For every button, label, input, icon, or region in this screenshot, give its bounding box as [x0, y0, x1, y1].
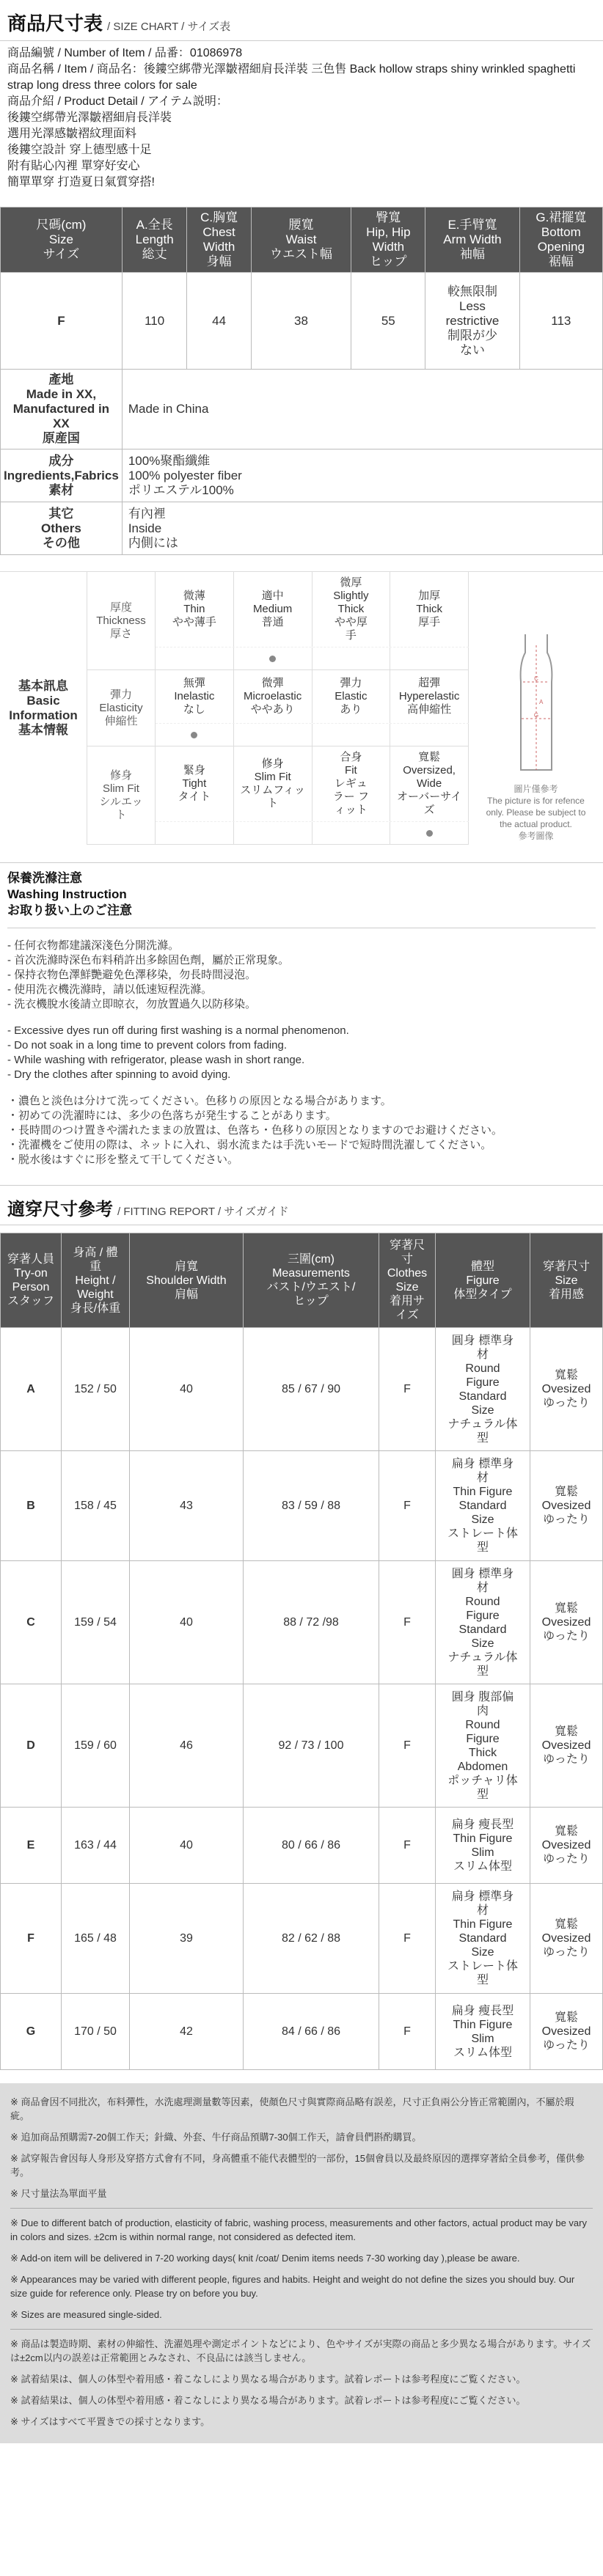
- size-chart-header: [0, 0, 603, 41]
- washing-instructions: [0, 862, 603, 1175]
- fit-option: 修身 Slim Fit スリムフィッ ト: [234, 746, 313, 821]
- bottom-opening-header: G.裙擺寬 Bottom Opening 裾幅: [519, 208, 602, 273]
- fit-label: 修身 Slim Fit シルエッ ト: [87, 746, 156, 844]
- fit-option: 寬鬆 Oversized, Wide オーバーサイ ズ: [390, 746, 469, 821]
- elasticity-row: [87, 670, 469, 746]
- figure-header: 體型 Figure 体型タイプ: [436, 1233, 530, 1328]
- height-weight: 159 / 60: [62, 1684, 130, 1808]
- washing-line: ・濃色と淡色は分けて洗ってください。色移りの原因となる場合があります。: [7, 1095, 392, 1107]
- person-id: F: [1, 1884, 62, 1994]
- fit-feel: 寬鬆 Ovesized ゆったり: [530, 1328, 603, 1451]
- item-name: 商品名稱 / Item / 商品名：後鏤空綁帶光澤皺褶細肩長洋裝 三色售 Back hollow straps shiny wrinkled spaghetti strap long dress three colors for sale: [7, 63, 576, 92]
- figure-type: 扁身 瘦長型 Thin Figure Slim スリム体型: [436, 1808, 530, 1884]
- note-line: ※ Appearances may be varied with different people, figures and habits. Height and weight do not define the sizes you should buy. Our size guide for reference only. Please try on before you buy.: [10, 2274, 575, 2299]
- ingredients-row: [1, 449, 603, 502]
- washing-line: - Excessive dyes run off during first washing is a normal phenomenon.: [7, 1024, 349, 1037]
- fit-row: [87, 746, 469, 845]
- figure-type: 圓身 標準身 材 Round Figure Standard Size ナチュラル体 型: [436, 1561, 530, 1684]
- measurements: 92 / 73 / 100: [244, 1684, 379, 1808]
- arm-width-value: 較無限制 Less restrictive 制限が少 ない: [425, 273, 519, 370]
- clothes-size: F: [379, 1451, 436, 1561]
- fabric-grid: [87, 572, 469, 845]
- note-line: ※ Sizes are measured single-sided.: [10, 2309, 162, 2320]
- washing-line: - 任何衣物都建議深淺色分開洗滌。: [7, 939, 180, 952]
- fit-selection: [156, 821, 469, 844]
- person-id: B: [1, 1451, 62, 1561]
- elasticity-option: 微彈 Microelastic ややあり: [234, 670, 313, 723]
- ingredients-label: 成分 Ingredients,Fabrics 素材: [1, 449, 123, 502]
- origin-row: [1, 370, 603, 449]
- figure-type: 圓身 腹部偏 肉 Round Figure Thick Abdomen ポッチャリ体 型: [436, 1684, 530, 1808]
- height-weight: 158 / 45: [62, 1451, 130, 1561]
- washing-line: ・脱水後はすぐに形を整えて干してください。: [7, 1153, 239, 1166]
- washing-line: ・洗濯機をご使用の際は、ネットに入れ、弱水流または手洗いモードで短時間洗濯してください。: [7, 1139, 492, 1151]
- height-weight: 152 / 50: [62, 1328, 130, 1451]
- product-info: [0, 41, 603, 197]
- note-line: ※ 試着結果は、個人の体型や着用感・着こなしにより異なる場合があります。試着レポートは参考程度にご覧ください。: [10, 2374, 526, 2385]
- washing-line: ・長時間のつけ置きや濡れたままの放置は、色落ち・色移りの原因となりますのでお避けください。: [7, 1124, 503, 1137]
- thickness-row: [87, 572, 469, 670]
- basic-information: [0, 571, 603, 845]
- shoulder-width: 40: [130, 1328, 244, 1451]
- figure-type: 扁身 瘦長型 Thin Figure Slim スリム体型: [436, 1994, 530, 2070]
- person-id: G: [1, 1994, 62, 2070]
- origin-label: 產地 Made in XX, Manufactured in XX 原産国: [1, 370, 123, 449]
- note-line: ※ 尺寸量法為單面平量: [10, 2188, 107, 2199]
- waist-value: 38: [251, 273, 351, 370]
- person-id: E: [1, 1808, 62, 1884]
- height-weight: 165 / 48: [62, 1884, 130, 1994]
- elasticity-option: 無彈 Inelastic なし: [156, 670, 234, 723]
- height-weight: 170 / 50: [62, 1994, 130, 2070]
- hip-header: 臀寬 Hip, Hip Width ヒップ: [351, 208, 425, 273]
- basic-info-label: 基本訊息 Basic Information 基本情報: [0, 572, 87, 845]
- note-line: ※ Due to different batch of production, elasticity of fabric, washing process, measurements and other factors, actual product may be vary in colors and sizes. ±2cm is within normal range, not considered as defected item.: [10, 2217, 587, 2242]
- height-weight: 159 / 54: [62, 1561, 130, 1684]
- selected-dot: [191, 732, 197, 738]
- clothes-size: F: [379, 1808, 436, 1884]
- detail-line: 簡單單穿 打造夏日氣質穿搭!: [7, 176, 155, 188]
- size-table-header-row: [1, 208, 603, 273]
- measurements: 88 / 72 /98: [244, 1561, 379, 1684]
- table-row: [1, 1684, 603, 1808]
- shoulder-width: 43: [130, 1451, 244, 1561]
- thickness-option: 微厚 Slightly Thick やや厚 手: [313, 572, 391, 647]
- page-title: 商品尺寸表: [7, 12, 103, 34]
- clothes-size: F: [379, 1884, 436, 1994]
- shoulder-width: 40: [130, 1808, 244, 1884]
- height-weight-header: 身高 / 體 重 Height / Weight 身長/体重: [62, 1233, 130, 1328]
- thickness-label: 厚度 Thickness 厚さ: [87, 572, 156, 669]
- others-label: 其它 Others その他: [1, 502, 123, 555]
- elasticity-label: 彈力 Elasticity 伸縮性: [87, 670, 156, 746]
- size-value: F: [1, 273, 123, 370]
- size-row-f: [1, 273, 603, 370]
- others-value: 有內裡 Inside 内側には: [122, 502, 602, 555]
- figure-type: 扁身 標準身 材 Thin Figure Standard Size ストレート体 型: [436, 1884, 530, 1994]
- dress-diagram-icon: [503, 631, 569, 777]
- shoulder-width: 42: [130, 1994, 244, 2070]
- washing-line: - While washing with refrigerator, please wash in short range.: [7, 1054, 305, 1066]
- note-line: ※ 商品は製造時期、素材の伸縮性、洗濯処理や測定ポイントなどにより、色やサイズが実際の商品と多少異なる場合があります。サイズは±2cm以内の誤差は正常範囲とみなされ、不良品には該当しません。: [10, 2338, 591, 2363]
- product-detail-label: 商品介紹 / Product Detail / アイテム説明：: [7, 95, 228, 108]
- person-id: C: [1, 1561, 62, 1684]
- table-row: [1, 1451, 603, 1561]
- fit-option: 合身 Fit レギュ ラー フ ィット: [313, 746, 391, 821]
- washing-line: - 首次洗滌時深色布料稍許出多餘固色劑，屬於正常現象。: [7, 954, 290, 966]
- person-id: A: [1, 1328, 62, 1451]
- elasticity-option: 超彈 Hyperelastic 高伸縮性: [390, 670, 469, 723]
- figure-caption: 圖片僅參考 The picture is for refence only. Please be subject to the actual product. 參考圖像: [486, 784, 586, 841]
- washing-line: - 洗衣機脫水後請立即晾衣，勿放置過久以防移染。: [7, 998, 257, 1010]
- measurements: 82 / 62 / 88: [244, 1884, 379, 1994]
- shoulder-width: 39: [130, 1884, 244, 1994]
- fit-feel: 寬鬆 Ovesized ゆったり: [530, 1884, 603, 1994]
- bottom-opening-value: 113: [519, 273, 602, 370]
- measurements-header: 三圍(cm) Measurements バスト/ウエスト/ ヒップ: [244, 1233, 379, 1328]
- detail-line: 附有貼心內裡 單穿好安心: [7, 160, 140, 172]
- figure-type: 圓身 標準身 材 Round Figure Standard Size ナチュラル体 型: [436, 1328, 530, 1451]
- others-row: [1, 502, 603, 555]
- washing-line: - 保持衣物色澤鮮艷避免色澤移染，勿長時間浸泡。: [7, 969, 257, 981]
- fitting-header-row: [1, 1233, 603, 1328]
- page-subtitle: / SIZE CHART / サイズ表: [107, 21, 231, 33]
- elasticity-selection: [156, 723, 469, 746]
- washing-en: [7, 1024, 596, 1082]
- thickness-selection: [156, 647, 469, 669]
- fit-feel-header: 穿著尺寸 Size 着用感: [530, 1233, 603, 1328]
- note-line: ※ サイズはすべて平置きでの採寸となります。: [10, 2416, 211, 2427]
- table-row: [1, 1808, 603, 1884]
- garment-figure: [469, 572, 603, 845]
- note-line: ※ 商品會因不同批次，布料彈性，水洗處理測量數等因素，使顏色尺寸與實際商品略有誤差，尺寸正負兩公分皆正常範圍內，不屬於瑕疵。: [10, 2096, 574, 2121]
- clothes-size: F: [379, 1328, 436, 1451]
- washing-title-ja: お取り扱い上のご注意: [7, 903, 132, 917]
- washing-ja: [7, 1094, 596, 1167]
- detail-line: 後鏤空綁帶光澤皺褶細肩長洋裝: [7, 111, 172, 124]
- washing-line: - 使用洗衣機洗滌時，請以低速短程洗滌。: [7, 983, 213, 996]
- fit-feel: 寬鬆 Ovesized ゆったり: [530, 1994, 603, 2070]
- svg-text:A: A: [538, 699, 543, 705]
- table-row: [1, 1328, 603, 1451]
- thickness-option: 適中 Medium 普通: [234, 572, 313, 647]
- length-header: A.全長 Length 総丈: [122, 208, 187, 273]
- disclaimer-notes: [0, 2083, 603, 2443]
- clothes-size-header: 穿著尺 寸 Clothes Size 着用サ イズ: [379, 1233, 436, 1328]
- table-row: [1, 1561, 603, 1684]
- washing-line: ・初めての洗濯時には、多少の色落ちが発生することがあります。: [7, 1109, 337, 1122]
- note-line: ※ 試穿報告會因每人身形及穿搭方式會有不同，身高體重不能代表體型的一部份，15個會員以及最終原因的選擇穿著給全員參考，僅供參考。: [10, 2153, 585, 2178]
- washing-line: - Dry the clothes after spinning to avoid dying.: [7, 1068, 231, 1081]
- table-row: [1, 1994, 603, 2070]
- item-number: 商品編號 / Number of Item / 品番：01086978: [7, 47, 243, 59]
- clothes-size: F: [379, 1684, 436, 1808]
- detail-line: 後鏤空設計 穿上德型感十足: [7, 144, 152, 156]
- hip-value: 55: [351, 273, 425, 370]
- person-header: 穿著人員 Try-on Person スタッフ: [1, 1233, 62, 1328]
- measurements: 83 / 59 / 88: [244, 1451, 379, 1561]
- fitting-title: 適穿尺寸參考: [7, 1200, 113, 1219]
- svg-text:G: G: [533, 712, 538, 719]
- waist-header: 腰寬 Waist ウエスト幅: [251, 208, 351, 273]
- fitting-report-header: [0, 1185, 603, 1225]
- washing-zh: [7, 939, 596, 1012]
- shoulder-header: 肩寬 Shoulder Width 肩幅: [130, 1233, 244, 1328]
- thickness-option: 微薄 Thin やや薄手: [156, 572, 234, 647]
- fit-feel: 寬鬆 Ovesized ゆったり: [530, 1808, 603, 1884]
- person-id: D: [1, 1684, 62, 1808]
- fitting-table: [0, 1233, 603, 2070]
- washing-title-en: Washing Instruction: [7, 887, 127, 901]
- chest-value: 44: [187, 273, 251, 370]
- fit-feel: 寬鬆 Ovesized ゆったり: [530, 1684, 603, 1808]
- clothes-size: F: [379, 1994, 436, 2070]
- measurements: 85 / 67 / 90: [244, 1328, 379, 1451]
- shoulder-width: 40: [130, 1561, 244, 1684]
- chest-header: C.胸寬 Chest Width 身幅: [187, 208, 251, 273]
- fit-feel: 寬鬆 Ovesized ゆったり: [530, 1561, 603, 1684]
- table-row: [1, 1884, 603, 1994]
- clothes-size: F: [379, 1561, 436, 1684]
- note-line: ※ 試着結果は、個人の体型や着用感・着こなしにより異なる場合があります。試着レポートは参考程度にご覧ください。: [10, 2395, 526, 2406]
- length-value: 110: [122, 273, 187, 370]
- measurements: 80 / 66 / 86: [244, 1808, 379, 1884]
- shoulder-width: 46: [130, 1684, 244, 1808]
- fitting-subtitle: / FITTING REPORT / サイズガイド: [117, 1206, 289, 1218]
- size-table: [0, 207, 603, 555]
- washing-line: - Do not soak in a long time to prevent colors from fading.: [7, 1039, 288, 1052]
- fit-option: 緊身 Tight タイト: [156, 746, 234, 821]
- note-line: ※ 追加商品預購需7-20個工作天；針織、外套、牛仔商品預購7-30個工作天，請會員們斟酌購買。: [10, 2132, 422, 2143]
- measurements: 84 / 66 / 86: [244, 1994, 379, 2070]
- fit-feel: 寬鬆 Ovesized ゆったり: [530, 1451, 603, 1561]
- thickness-option: 加厚 Thick 厚手: [390, 572, 469, 647]
- note-line: ※ Add-on item will be delivered in 7-20 working days( knit /coat/ Denim items needs 7-30 working day ),please be aware.: [10, 2253, 520, 2264]
- ingredients-value: 100%聚酯纖維 100% polyester fiber ポリエステル100%: [122, 449, 602, 502]
- detail-line: 選用光澤感皺褶紋理面料: [7, 128, 137, 140]
- arm-width-header: E.手臂寬 Arm Width 袖幅: [425, 208, 519, 273]
- elasticity-option: 彈力 Elastic あり: [313, 670, 391, 723]
- origin-value: Made in China: [122, 370, 602, 449]
- figure-type: 扁身 標準身 材 Thin Figure Standard Size ストレート体 型: [436, 1451, 530, 1561]
- size-header: 尺碼(cm) Size サイズ: [1, 208, 123, 273]
- svg-text:C: C: [533, 675, 538, 682]
- selected-dot: [426, 830, 433, 837]
- height-weight: 163 / 44: [62, 1808, 130, 1884]
- washing-title-zh: 保養洗滌注意: [7, 871, 82, 885]
- selected-dot: [269, 656, 276, 662]
